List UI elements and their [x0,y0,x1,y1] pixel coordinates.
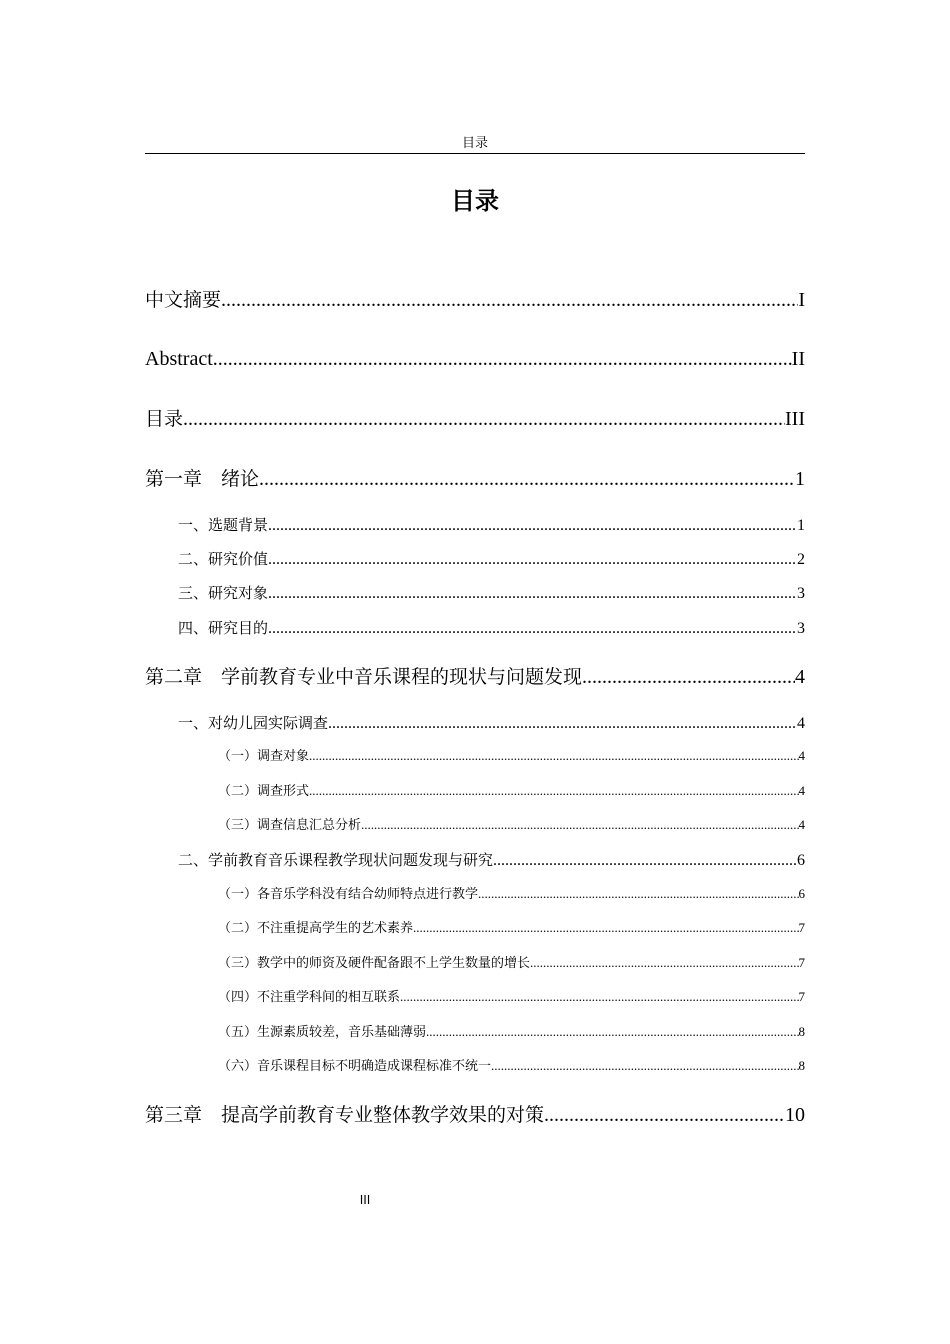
toc-entry-label: Abstract [145,348,213,370]
toc-entry-page: 7 [798,955,805,970]
toc-entry-page: 8 [798,1058,805,1073]
toc-entry-section[interactable] [178,514,805,537]
toc-entry-section[interactable] [178,582,805,605]
dot-leader [309,782,798,800]
toc-entry-subsection[interactable] [218,747,805,766]
toc-entry-page: III [785,408,805,430]
toc-entry-section[interactable] [178,548,805,571]
toc-entry-page: 3 [797,585,805,602]
dot-leader [259,465,795,493]
toc-entry-page: 8 [798,1024,805,1039]
dot-leader [400,988,798,1006]
toc-entry-chapter-1[interactable] [145,465,805,493]
toc-entry-abstract-cn[interactable] [145,286,805,314]
dot-leader [493,850,797,872]
dot-leader [491,1057,798,1075]
toc-entry-page: 7 [798,920,805,935]
page-number: III [359,1193,371,1207]
dot-leader [309,747,798,765]
toc-entry-label: 第二章 学前教育专业中音乐课程的现状与问题发现 [145,666,583,688]
dot-leader [268,583,797,605]
toc-entry-page: 10 [785,1104,805,1126]
toc-entry-label: 第一章 绪论 [145,468,260,490]
toc-entry-page: I [798,289,805,311]
dot-leader [268,515,797,537]
toc-entry-page: 4 [795,666,805,688]
toc-entry-page: II [791,348,805,370]
toc-entry-subsection[interactable] [218,919,805,938]
toc-entry-label: （六）音乐课程目标不明确造成课程标准不统一 [218,1059,492,1074]
toc-entry-label: 一、选题背景 [178,516,269,534]
toc-entry-subsection[interactable] [218,885,805,904]
dot-leader [478,885,798,903]
toc-entry-page: 4 [798,783,805,798]
toc-entry-label: （一）各音乐学科没有结合幼师特点进行教学 [218,887,479,902]
toc-entry-label: 目录 [145,408,184,430]
toc-entry-page: 4 [798,817,805,832]
toc-entry-label: 四、研究目的 [178,619,269,637]
toc-entry-subsection[interactable] [218,1057,805,1076]
toc-entry-page: 1 [795,468,805,490]
dot-leader [268,549,797,571]
dot-leader [221,286,798,314]
toc-entry-label: 一、对幼儿园实际调查 [178,714,329,732]
toc-entry-page: 3 [797,620,805,637]
toc-entry-label: 第三章 提高学前教育专业整体教学效果的对策 [145,1104,545,1126]
toc-entry-label: （一）调查对象 [218,749,310,764]
toc-entry-label: （五）生源素质较差，音乐基础薄弱 [218,1025,427,1040]
toc-entry-page: 4 [797,715,805,732]
toc-entry-subsection[interactable] [218,1023,805,1042]
dot-leader [268,618,797,640]
dot-leader [328,713,797,735]
dot-leader [530,954,798,972]
toc-entry-subsection[interactable] [218,954,805,973]
page-title: 目录 [451,187,499,215]
toc-entry-page: 6 [797,852,805,869]
toc-entry-subsection[interactable] [218,988,805,1007]
toc-entry-page: 4 [798,748,805,763]
toc-entry-label: （四）不注重学科间的相互联系 [218,990,401,1005]
dot-leader [544,1101,785,1129]
toc-entry-label: （二）调查形式 [218,784,310,799]
dot-leader [582,663,795,691]
toc-entry-subsection[interactable] [218,782,805,801]
toc-entry-label: 中文摘要 [145,289,222,311]
toc-entry-section[interactable] [178,617,805,640]
toc-entry-label: 三、研究对象 [178,584,269,602]
toc-entry-label: （三）教学中的师资及硬件配备跟不上学生数量的增长 [218,956,531,971]
toc-entry-chapter-2[interactable] [145,663,805,691]
dot-leader [413,919,798,937]
toc-entry-page: 6 [798,886,805,901]
dot-leader [426,1023,798,1041]
toc-entry-chapter-3[interactable] [145,1101,805,1129]
dot-leader [361,816,798,834]
toc-entry-label: （二）不注重提高学生的艺术素养 [218,921,414,936]
toc-entry-abstract-en[interactable] [145,345,805,373]
toc-entry-section[interactable] [178,849,805,872]
toc-entry-page: 7 [798,989,805,1004]
toc-entry-page: 1 [797,517,805,534]
toc-entry-label: 二、研究价值 [178,550,269,568]
toc-entry-label: （三）调查信息汇总分析 [218,818,362,833]
dot-leader [213,345,792,373]
toc-entry-section[interactable] [178,712,805,735]
toc-entry-contents[interactable] [145,405,805,433]
toc-entry-page: 2 [797,551,805,568]
dot-leader [183,405,785,433]
toc-entry-label: 二、学前教育音乐课程教学现状问题发现与研究 [178,851,494,869]
toc-entry-subsection[interactable] [218,816,805,835]
running-header: 目录 [461,136,488,151]
